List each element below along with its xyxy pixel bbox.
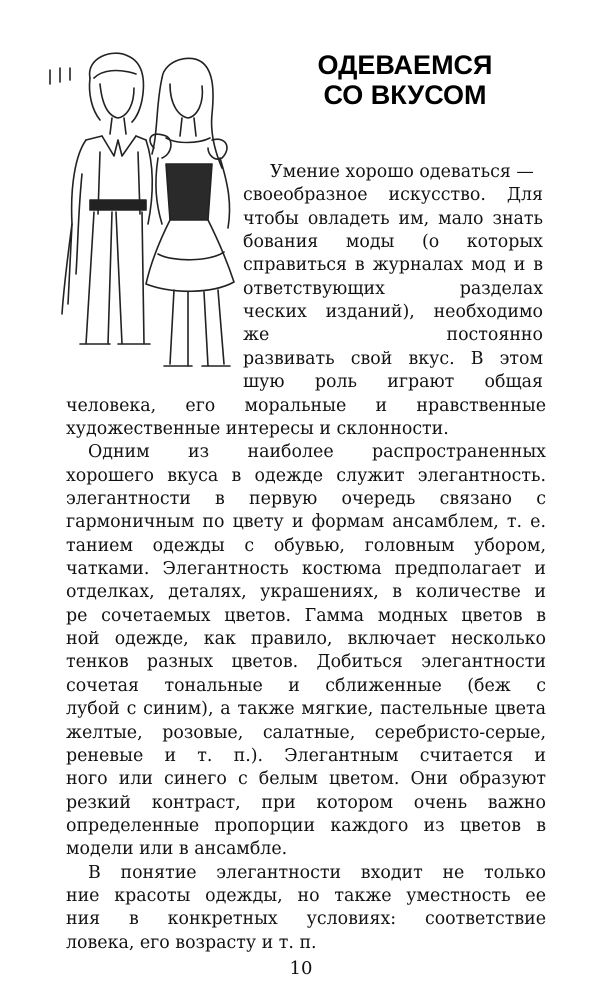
text-line: ной одежде, как правило, включает несколько — [66, 629, 546, 650]
text-line: модели или в ансамбле. — [66, 839, 288, 860]
text-line: отделках, деталях, украшениях, в количестве и — [66, 582, 546, 603]
text-line: резкий контраст, при котором очень важно — [66, 792, 546, 813]
page-number: 10 — [289, 958, 313, 979]
text-line: танием одежды с обувью, головным убором, — [66, 535, 546, 556]
text-line: бования моды (о которых — [243, 232, 543, 253]
text-line: чтобы овладеть им, мало знать — [243, 208, 543, 229]
text-line: тенков разных цветов. Добиться элегантности — [66, 652, 546, 673]
text-line: реневые и т. п.). Элегантным считается и — [66, 745, 546, 766]
text-line: своеобразное искусство. Для — [243, 185, 543, 206]
text-line: гармоничным по цвету и формам ансамблем, т. е. — [66, 512, 546, 533]
text-line: человека, его моральные и нравственные — [66, 395, 546, 416]
chapter-title-line-2: СО ВКУСОМ — [323, 80, 487, 110]
text-line: шую роль играют общая — [243, 372, 543, 393]
text-line: ре сочетаемых цветов. Гамма модных цветов в — [66, 605, 546, 626]
text-line: ного или синего с белым цветом. Они образуют — [66, 769, 546, 790]
text-line: элегантности в первую очередь связано с — [66, 488, 546, 509]
text-line: ловека, его возрасту и т. п. — [66, 932, 317, 953]
text-line: Умение хорошо одеваться — — [270, 162, 534, 182]
text-line: развивать свой вкус. В этом — [243, 348, 543, 369]
text-line: чатками. Элегантность костюма предполагает и — [66, 559, 546, 580]
text-line: хорошего вкуса в одежде служит элегантность. — [66, 465, 546, 486]
text-line: же постоянно — [243, 325, 543, 346]
text-line: определенные пропорции каждого из цветов в — [66, 815, 546, 836]
text-line: ответствующих разделах — [243, 278, 543, 299]
chapter-title-line-1: ОДЕВАЕМСЯ — [317, 50, 493, 80]
text-line: ческих изданий), необходимо — [243, 302, 543, 323]
text-line: ние красоты одежды, но также уместность ее — [66, 886, 546, 906]
text-line: Одним из наиболее распространенных — [88, 442, 546, 463]
text-line: желтые, розовые, салатные, серебристо-серые, — [66, 722, 546, 743]
text-line: В понятие элегантности входит не только — [88, 862, 546, 883]
text-line: справиться в журналах мод и в — [243, 255, 543, 276]
text-line: ния в конкретных условиях: соответствие — [66, 909, 546, 930]
text-line: художественные интересы и склонности. — [66, 418, 449, 439]
text-line: сочетая тональные и сближенные (беж с — [66, 675, 546, 696]
fashion-sketch-icon — [42, 44, 262, 374]
text-line: лубой с синим), а также мягкие, пастельные цвета — [66, 699, 546, 720]
